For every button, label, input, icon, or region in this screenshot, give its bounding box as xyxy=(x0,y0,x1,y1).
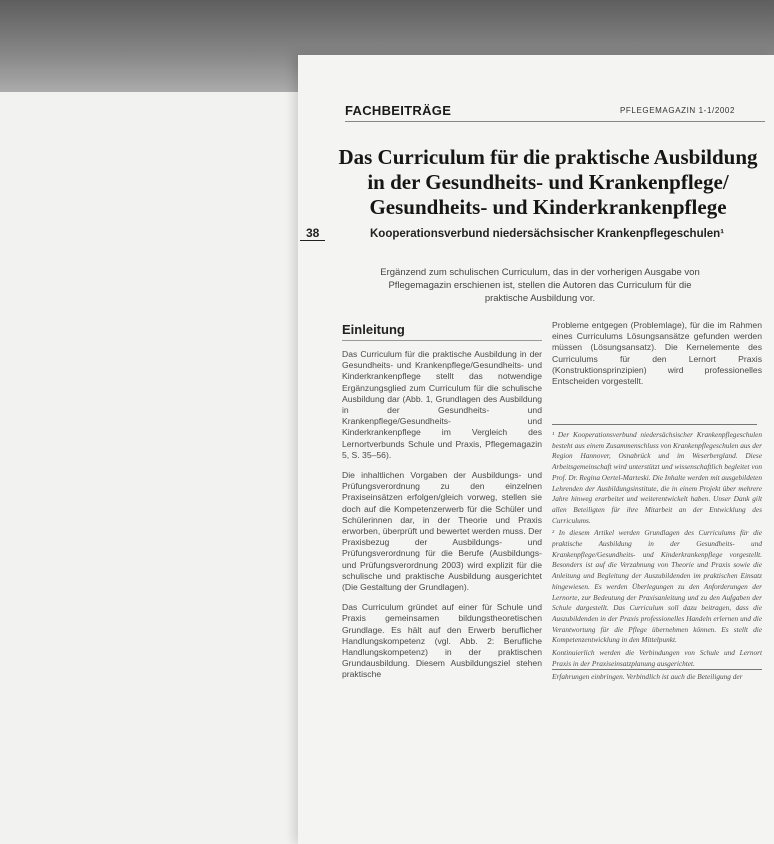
footnote-2: ² In diesem Artikel werden Grundlagen des Curriculums für die praktische Ausbildung in der Gesundheits- und Krankenpflege/Gesundheits- und Kinderkrankenpflege vorgestellt. Besonders ist auf die Verzahnung von Theorie und Praxis sowie die Anleitung und Begleitung der Auszubildenden im praktischen Einsatz hingewiesen. Es werden Überlegungen zu den Anforderungen der Lernorte, zur Bedeutung der Praxisanleitung und zu den Aufgaben der Schule dargestellt. Das Curriculum soll dazu beitragen, dass die Auszubildenden in der Praxis professionelles Handeln erlernen und die Verantwortung für die Pflege übernehmen können. Es stellt die Kompetenzentwicklung in den Mittelpunkt. xyxy=(552,528,762,645)
page-number: 38 xyxy=(300,226,325,241)
footnote-1: ¹ Der Kooperationsverbund niedersächsischer Krankenpflegeschulen besteht aus einem Zusammenschluss von Krankenpflegeschulen aus der Region Hannover, Osnabrück und im Weserbergland. Diese Arbeitsgemeinschaft wird unterstützt und wissenschaftlich begleitet von Prof. Dr. Regina Oertel-Marteski. Die Inhalte werden mit ausgebildeten Lehrenden der Ausbildungsinstitute, die in einem Projekt über mehrere Jahre hinweg erarbeitet und weiterentwickelt haben. Unser Dank gilt allen Beteiligten für ihre Mitarbeit an der Entwicklung des Curriculums. xyxy=(552,430,763,525)
footnote-3: Kontinuierlich werden die Verbindungen von Schule und Lernort Praxis in der Praxiseinsatzplanung ausgerichtet. xyxy=(552,648,762,670)
section-heading: Einleitung xyxy=(342,322,405,337)
header-divider xyxy=(345,121,765,122)
article-subtitle: Kooperationsverbund niedersächsischer Krankenpflegeschulen¹ xyxy=(370,228,725,240)
body-paragraph: Die inhaltlichen Vorgaben der Ausbildungs- und Prüfungsverordnung zu den einzelnen Praxiseinsätzen erfolgen/gleich vorweg, stellen sie doch auf die Kompetenzerwerb für die Schüler und Schülerinnen dar, in der Theorie und Praxis erworben, überprüft und bewertet werden muss. Der Praxisbezug der Ausbildungs- und Prüfungsverordnung für die Berufe (Ausbildungs- und Prüfungsverordnung 2003) wird explizit für die schulische und praktische Ausbildung ausgerichtet (Die Gestaltung der Grundlagen). xyxy=(342,470,542,593)
section-divider xyxy=(342,340,542,341)
footnotes xyxy=(552,430,762,685)
footnote-divider xyxy=(552,424,757,425)
magazine-label: PFLEGEMAGAZIN 1-1/2002 xyxy=(620,106,736,115)
title-line-3: Gesundheits- und Kinderkrankenpflege xyxy=(369,195,727,219)
article-intro: Ergänzend zum schulischen Curriculum, das in der vorherigen Ausgabe von Pflegemagazin erschienen ist, stellen die Autoren das Curriculum für die praktische Ausbildung vor. xyxy=(380,267,700,304)
right-column xyxy=(552,320,762,396)
body-paragraph: Das Curriculum gründet auf einer für Schule und Praxis gemeinsamen bildungstheoretischen Grundlage. Es hält auf den Erwerb beruflicher Handlungskompetenz (vgl. Abb. 2: Berufliche Handlungskompetenz) in der praktischen Grundausbildung. Diesem Ausbildungsziel stehen praktische xyxy=(342,602,542,680)
left-column xyxy=(342,349,542,690)
article-title xyxy=(328,145,768,220)
body-paragraph: Das Curriculum für die praktische Ausbildung in der Gesundheits- und Krankenpflege/Gesundheits- und Kinderkrankenpflege stellt das notwendige Ergänzungsglied zum Curriculum für die schulische Ausbildung dar (Abb. 1, Grundlagen des Ausbildung in der Gesundheits- und Krankenpflege/Gesundheits- und Kinderkrankenpflege im Vergleich des Lernortverbunds Schule und Praxis, Pflegemagazin 5, S. 35–56). xyxy=(342,349,542,460)
title-line-2: in der Gesundheits- und Krankenpflege/ xyxy=(367,170,729,194)
footnote-4: Erfahrungen einbringen. Verbindlich ist auch die Beteiligung der xyxy=(552,672,743,682)
title-line-1: Das Curriculum für die praktische Ausbildung xyxy=(338,145,758,169)
body-paragraph: Probleme entgegen (Problemlage), für die im Rahmen eines Curriculums Lösungsansätze gefunden werden müssen (Lösungsansatz). Die Kernelemente des Curriculums für den Lernort Praxis (Konstruktionsprinzipien) wird professionelles Entscheiden vorgestellt. xyxy=(552,320,762,387)
section-label: FACHBEITRÄGE xyxy=(345,103,452,118)
